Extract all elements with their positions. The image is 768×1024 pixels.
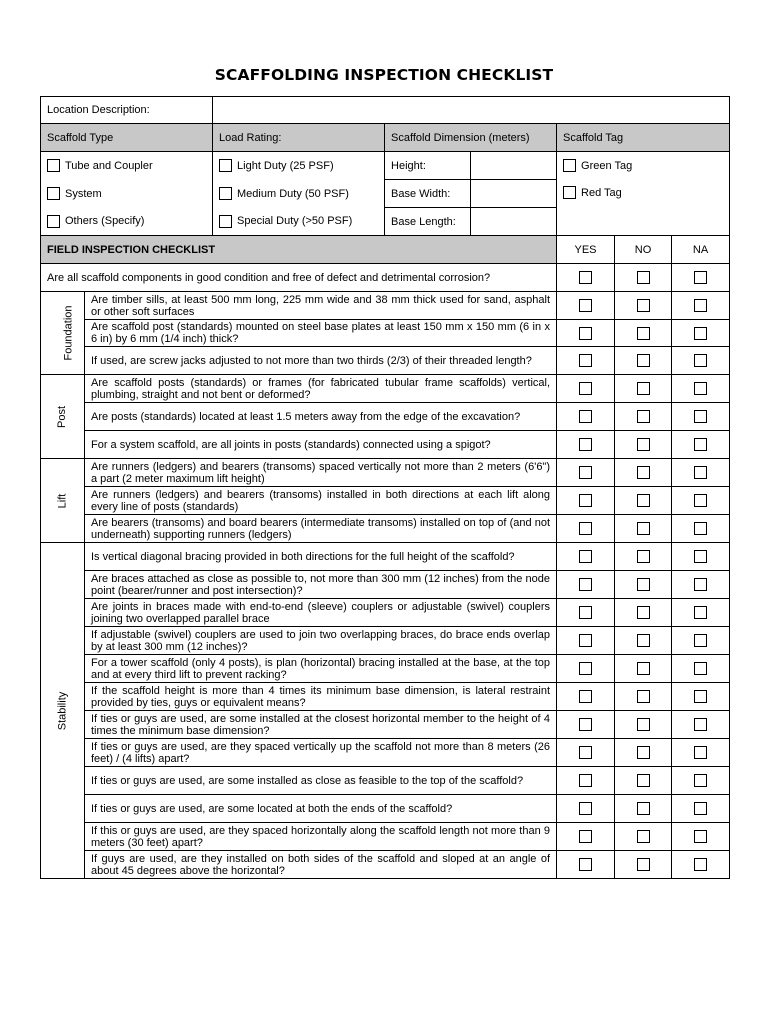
no-checkbox[interactable] xyxy=(637,774,650,787)
type-option-tube[interactable] xyxy=(41,152,213,180)
question-text: If ties or guys are used, are some located at both the ends of the scaffold? xyxy=(85,795,557,823)
scaffold-dimension-header: Scaffold Dimension (meters) xyxy=(385,124,557,152)
na-checkbox[interactable] xyxy=(694,438,707,451)
na-checkbox[interactable] xyxy=(694,662,707,675)
yes-checkbox[interactable] xyxy=(579,299,592,312)
question-text: For a tower scaffold (only 4 posts), is plan (horizontal) bracing installed at the base, at the top and at every third lift to prevent racking? xyxy=(85,655,557,683)
checkbox[interactable] xyxy=(219,215,232,228)
question-text: Are bearers (transoms) and board bearers (intermediate transoms) installed on top of (and not underneath) supporting runners (ledgers) xyxy=(85,515,557,543)
question-text: If guys are used, are they installed on both sides of the scaffold and sloped at an angle of about 45 degrees above the horizontal? xyxy=(85,851,557,879)
yes-checkbox[interactable] xyxy=(579,438,592,451)
yes-checkbox[interactable] xyxy=(579,634,592,647)
yes-checkbox[interactable] xyxy=(579,410,592,423)
question-text: If ties or guys are used, are some installed as close as feasible to the top of the scaffold? xyxy=(85,767,557,795)
question-text: If used, are screw jacks adjusted to not more than two thirds (2/3) of their threaded length? xyxy=(85,347,557,375)
no-checkbox[interactable] xyxy=(637,271,650,284)
no-checkbox[interactable] xyxy=(637,718,650,731)
question-row xyxy=(41,459,730,487)
checkbox[interactable] xyxy=(563,159,576,172)
no-column-header: NO xyxy=(615,236,672,264)
na-checkbox[interactable] xyxy=(694,410,707,423)
no-checkbox[interactable] xyxy=(637,802,650,815)
type-option-label: Others (Specify) xyxy=(65,215,145,228)
no-checkbox[interactable] xyxy=(637,410,650,423)
no-checkbox[interactable] xyxy=(637,438,650,451)
na-checkbox[interactable] xyxy=(694,802,707,815)
yes-checkbox[interactable] xyxy=(579,327,592,340)
question-row xyxy=(41,375,730,403)
yes-checkbox[interactable] xyxy=(579,662,592,675)
yes-checkbox[interactable] xyxy=(579,690,592,703)
no-checkbox[interactable] xyxy=(637,550,650,563)
question-row xyxy=(41,739,730,767)
no-checkbox[interactable] xyxy=(637,466,650,479)
na-checkbox[interactable] xyxy=(694,271,707,284)
question-text: For a system scaffold, are all joints in posts (standards) connected using a spigot? xyxy=(85,431,557,459)
yes-checkbox[interactable] xyxy=(579,718,592,731)
load-option-light[interactable] xyxy=(213,152,385,180)
na-checkbox[interactable] xyxy=(694,858,707,871)
type-option-label: System xyxy=(65,187,102,200)
na-checkbox[interactable] xyxy=(694,466,707,479)
scaffold-tag-header: Scaffold Tag xyxy=(557,124,730,152)
question-text: Are posts (standards) located at least 1.5 meters away from the edge of the excavation? xyxy=(85,403,557,431)
load-option-label: Light Duty (25 PSF) xyxy=(237,159,334,172)
yes-checkbox[interactable] xyxy=(579,466,592,479)
na-checkbox[interactable] xyxy=(694,299,707,312)
checkbox[interactable] xyxy=(563,186,576,199)
yes-checkbox[interactable] xyxy=(579,858,592,871)
no-checkbox[interactable] xyxy=(637,830,650,843)
field-inspection-header: FIELD INSPECTION CHECKLIST xyxy=(41,236,557,264)
scaffold-type-header: Scaffold Type xyxy=(41,124,213,152)
yes-checkbox[interactable] xyxy=(579,550,592,563)
dim-value-length[interactable] xyxy=(471,208,557,236)
yes-checkbox[interactable] xyxy=(579,354,592,367)
type-option-system[interactable] xyxy=(41,180,213,208)
category-foundation xyxy=(41,292,85,375)
no-checkbox[interactable] xyxy=(637,382,650,395)
na-checkbox[interactable] xyxy=(694,830,707,843)
na-checkbox[interactable] xyxy=(694,578,707,591)
yes-column-header: YES xyxy=(557,236,615,264)
question-row xyxy=(41,599,730,627)
yes-checkbox[interactable] xyxy=(579,271,592,284)
na-checkbox[interactable] xyxy=(694,494,707,507)
checkbox[interactable] xyxy=(47,159,60,172)
type-option-others[interactable] xyxy=(41,208,213,236)
category-lift xyxy=(41,459,85,543)
na-checkbox[interactable] xyxy=(694,606,707,619)
question-text: Are joints in braces made with end-to-end (sleeve) couplers or adjustable (swivel) couplers joining two overlapped parallel brace xyxy=(85,599,557,627)
yes-checkbox[interactable] xyxy=(579,774,592,787)
dim-label-length: Base Length: xyxy=(385,208,471,236)
dim-label-width: Base Width: xyxy=(385,180,471,208)
na-checkbox[interactable] xyxy=(694,550,707,563)
question-text: Are all scaffold components in good condition and free of defect and detrimental corrosion? xyxy=(41,264,557,292)
no-checkbox[interactable] xyxy=(637,690,650,703)
question-text: Are runners (ledgers) and bearers (transoms) spaced vertically not more than 2 meters (6'6") a part (2 meter maximum lift height) xyxy=(85,459,557,487)
location-label: Location Description: xyxy=(41,97,213,124)
question-row xyxy=(41,795,730,823)
na-checkbox[interactable] xyxy=(694,774,707,787)
na-checkbox[interactable] xyxy=(694,746,707,759)
question-row xyxy=(41,543,730,571)
dim-value-height[interactable] xyxy=(471,152,557,180)
no-checkbox[interactable] xyxy=(637,858,650,871)
question-text: Is vertical diagonal bracing provided in both directions for the full height of the scaffold? xyxy=(85,543,557,571)
tag-option-label: Green Tag xyxy=(581,159,633,172)
yes-checkbox[interactable] xyxy=(579,522,592,535)
no-checkbox[interactable] xyxy=(637,662,650,675)
question-text: If ties or guys are used, are some installed at the closest horizontal member to the height of 4 times the minimum base dimension? xyxy=(85,711,557,739)
question-row xyxy=(41,767,730,795)
question-row xyxy=(41,655,730,683)
no-checkbox[interactable] xyxy=(637,327,650,340)
question-text: If the scaffold height is more than 4 times its minimum base dimension, is lateral restraint provided by ties, guys or equivalent means? xyxy=(85,683,557,711)
question-row xyxy=(41,431,730,459)
yes-checkbox[interactable] xyxy=(579,802,592,815)
question-row xyxy=(41,403,730,431)
yes-checkbox[interactable] xyxy=(579,578,592,591)
yes-checkbox[interactable] xyxy=(579,494,592,507)
category-label: Foundation xyxy=(62,305,75,361)
yes-checkbox[interactable] xyxy=(579,746,592,759)
question-row xyxy=(41,571,730,599)
checkbox[interactable] xyxy=(47,187,60,200)
checkbox[interactable] xyxy=(47,215,60,228)
na-column-header: NA xyxy=(672,236,730,264)
page-title: SCAFFOLDING INSPECTION CHECKLIST xyxy=(214,66,554,84)
na-checkbox[interactable] xyxy=(694,718,707,731)
yes-checkbox[interactable] xyxy=(579,606,592,619)
question-text: Are runners (ledgers) and bearers (transoms) installed in both directions at each lift along every line of posts (standards) xyxy=(85,487,557,515)
inspection-table xyxy=(40,96,730,879)
load-rating-header: Load Rating: xyxy=(213,124,385,152)
question-row xyxy=(41,487,730,515)
na-checkbox[interactable] xyxy=(694,382,707,395)
no-checkbox[interactable] xyxy=(637,606,650,619)
question-row xyxy=(41,292,730,320)
question-row xyxy=(41,851,730,879)
na-checkbox[interactable] xyxy=(694,327,707,340)
question-text: If ties or guys are used, are they spaced vertically up the scaffold not more than 8 meters (26 feet) / (4 lifts) apart? xyxy=(85,739,557,767)
no-checkbox[interactable] xyxy=(637,354,650,367)
no-checkbox[interactable] xyxy=(637,522,650,535)
category-post xyxy=(41,375,85,459)
dim-label-height: Height: xyxy=(385,152,471,180)
load-option-special[interactable] xyxy=(213,208,385,236)
category-stability xyxy=(41,543,85,879)
question-row xyxy=(41,823,730,851)
question-row xyxy=(41,627,730,655)
question-row xyxy=(41,711,730,739)
question-row xyxy=(41,347,730,375)
question-text: Are braces attached as close as possible to, not more than 300 mm (12 inches) from the node point (bearer/runner and post intersection)? xyxy=(85,571,557,599)
no-checkbox[interactable] xyxy=(637,494,650,507)
question-row xyxy=(41,683,730,711)
question-text: If adjustable (swivel) couplers are used to join two overlapping braces, do brace ends overlap by at least 300 mm (12 inches)? xyxy=(85,627,557,655)
question-text: Are scaffold post (standards) mounted on steel base plates at least 150 mm x 150 mm (6 in x 6 in) by 6 mm (1/4 inch) thick? xyxy=(85,320,557,347)
yes-checkbox[interactable] xyxy=(579,830,592,843)
no-checkbox[interactable] xyxy=(637,299,650,312)
na-checkbox[interactable] xyxy=(694,354,707,367)
no-checkbox[interactable] xyxy=(637,578,650,591)
category-label: Stability xyxy=(56,691,69,730)
tag-option-red[interactable] xyxy=(557,180,730,236)
question-text: Are scaffold posts (standards) or frames (for fabricated tubular frame scaffolds) vertical, plumbing, straight and not bent or deformed? xyxy=(85,375,557,403)
load-option-medium[interactable] xyxy=(213,180,385,208)
question-row xyxy=(41,264,730,292)
load-option-label: Medium Duty (50 PSF) xyxy=(237,187,349,200)
question-row xyxy=(41,515,730,543)
tag-option-label: Red Tag xyxy=(581,186,622,199)
na-checkbox[interactable] xyxy=(694,522,707,535)
na-checkbox[interactable] xyxy=(694,690,707,703)
no-checkbox[interactable] xyxy=(637,746,650,759)
question-text: Are timber sills, at least 500 mm long, 225 mm wide and 38 mm thick used for sand, asphalt or other soft surfaces xyxy=(85,292,557,320)
category-label: Post xyxy=(56,405,69,428)
checkbox[interactable] xyxy=(219,159,232,172)
location-field[interactable] xyxy=(213,97,730,124)
category-label: Lift xyxy=(56,493,69,508)
load-option-label: Special Duty (>50 PSF) xyxy=(237,215,353,228)
yes-checkbox[interactable] xyxy=(579,382,592,395)
question-row xyxy=(41,320,730,347)
checkbox[interactable] xyxy=(219,187,232,200)
type-option-label: Tube and Coupler xyxy=(65,159,153,172)
question-text: If this or guys are used, are they spaced horizontally along the scaffold length not more than 9 meters (30 feet) apart? xyxy=(85,823,557,851)
tag-option-green[interactable] xyxy=(557,152,730,180)
no-checkbox[interactable] xyxy=(637,634,650,647)
dim-value-width[interactable] xyxy=(471,180,557,208)
na-checkbox[interactable] xyxy=(694,634,707,647)
